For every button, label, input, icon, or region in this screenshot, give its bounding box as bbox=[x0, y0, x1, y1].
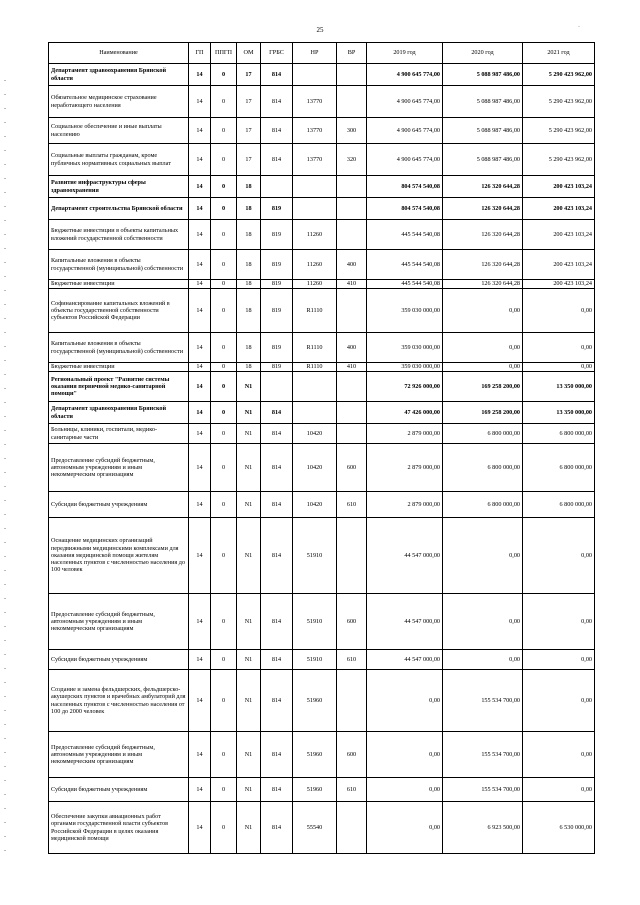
cell-2020: 6 800 000,00 bbox=[443, 424, 523, 444]
cell-grbs: 819 bbox=[261, 250, 293, 280]
cell-vr: 610 bbox=[337, 650, 367, 670]
table-row bbox=[49, 778, 595, 802]
table-row bbox=[49, 280, 595, 289]
cell-2019: 44 547 000,00 bbox=[367, 594, 443, 650]
cell-gp: 14 bbox=[189, 220, 211, 250]
cell-2021: 0,00 bbox=[523, 289, 595, 333]
cell-gp: 14 bbox=[189, 176, 211, 198]
cell-name: Социальные выплаты гражданам, кроме публичных нормативных социальных выплат bbox=[49, 144, 189, 176]
cell-om: N1 bbox=[237, 802, 261, 854]
cell-om: 18 bbox=[237, 280, 261, 289]
cell-2019: 2 879 000,00 bbox=[367, 492, 443, 518]
cell-name: Бюджетные инвестиции в объекты капитальных вложений государственной собственности bbox=[49, 220, 189, 250]
cell-gp: 14 bbox=[189, 118, 211, 144]
cell-om: 17 bbox=[237, 86, 261, 118]
cell-gp: 14 bbox=[189, 732, 211, 778]
cell-nr: 13770 bbox=[293, 86, 337, 118]
header-om: ОМ bbox=[237, 43, 261, 64]
header-2020: 2020 год bbox=[443, 43, 523, 64]
cell-ppgp: 0 bbox=[211, 424, 237, 444]
cell-nr bbox=[293, 64, 337, 86]
cell-2019: 0,00 bbox=[367, 778, 443, 802]
cell-name: Создание и замена фельдшерских, фельдшерско-акушерских пунктов и врачебных амбулаторий для населенных пунктов с численностью населения от 100 до 2000 человек bbox=[49, 670, 189, 732]
cell-2021: 200 423 103,24 bbox=[523, 198, 595, 220]
cell-name: Софинансирование капитальных вложений в объекты государственной собственности субъектов Российской Федерации bbox=[49, 289, 189, 333]
cell-2021: 0,00 bbox=[523, 778, 595, 802]
cell-nr: 51910 bbox=[293, 594, 337, 650]
cell-2019: 44 547 000,00 bbox=[367, 650, 443, 670]
cell-om: 18 bbox=[237, 220, 261, 250]
cell-nr bbox=[293, 176, 337, 198]
cell-2020: 0,00 bbox=[443, 363, 523, 372]
cell-om: 17 bbox=[237, 118, 261, 144]
cell-2020: 126 320 644,28 bbox=[443, 176, 523, 198]
header-gp: ГП bbox=[189, 43, 211, 64]
binding-edge-marks bbox=[4, 80, 6, 860]
header-name: Наименование bbox=[49, 43, 189, 64]
cell-name: Субсидии бюджетным учреждениям bbox=[49, 492, 189, 518]
cell-name: Департамент строительства Брянской области bbox=[49, 198, 189, 220]
cell-nr: R1110 bbox=[293, 333, 337, 363]
cell-2021: 0,00 bbox=[523, 732, 595, 778]
cell-gp: 14 bbox=[189, 280, 211, 289]
cell-vr: 400 bbox=[337, 333, 367, 363]
table-row bbox=[49, 86, 595, 118]
table-row bbox=[49, 198, 595, 220]
cell-grbs: 819 bbox=[261, 220, 293, 250]
cell-grbs: 819 bbox=[261, 289, 293, 333]
cell-vr bbox=[337, 372, 367, 402]
cell-ppgp: 0 bbox=[211, 670, 237, 732]
table-row bbox=[49, 518, 595, 594]
cell-2019: 4 900 645 774,00 bbox=[367, 118, 443, 144]
cell-2020: 126 320 644,28 bbox=[443, 198, 523, 220]
cell-grbs: 814 bbox=[261, 144, 293, 176]
cell-nr bbox=[293, 198, 337, 220]
cell-grbs: 814 bbox=[261, 402, 293, 424]
cell-nr: 11260 bbox=[293, 250, 337, 280]
cell-2020: 6 800 000,00 bbox=[443, 492, 523, 518]
cell-grbs: 814 bbox=[261, 778, 293, 802]
cell-2020: 126 320 644,28 bbox=[443, 280, 523, 289]
cell-2019: 445 544 540,08 bbox=[367, 250, 443, 280]
cell-nr bbox=[293, 402, 337, 424]
cell-name: Субсидии бюджетным учреждениям bbox=[49, 778, 189, 802]
cell-gp: 14 bbox=[189, 424, 211, 444]
cell-2020: 169 258 200,00 bbox=[443, 372, 523, 402]
cell-2021: 5 290 423 962,00 bbox=[523, 144, 595, 176]
cell-nr: 10420 bbox=[293, 492, 337, 518]
cell-om: 18 bbox=[237, 289, 261, 333]
corner-mark: - bbox=[578, 24, 580, 30]
cell-vr: 600 bbox=[337, 594, 367, 650]
table-row bbox=[49, 363, 595, 372]
cell-ppgp: 0 bbox=[211, 64, 237, 86]
cell-2019: 4 900 645 774,00 bbox=[367, 64, 443, 86]
cell-grbs: 819 bbox=[261, 280, 293, 289]
cell-om: N1 bbox=[237, 402, 261, 424]
cell-nr: 10420 bbox=[293, 424, 337, 444]
page-number: 25 bbox=[316, 26, 324, 34]
cell-2019: 44 547 000,00 bbox=[367, 518, 443, 594]
cell-name: Развитие инфраструктуры сферы здравоохранения bbox=[49, 176, 189, 198]
cell-ppgp: 0 bbox=[211, 802, 237, 854]
cell-name: Оснащение медицинских организаций передвижными медицинскими комплексами для оказания медицинской помощи жителям населенных пунктов с численностью населения до 100 человек bbox=[49, 518, 189, 594]
cell-2021: 13 350 000,00 bbox=[523, 402, 595, 424]
cell-gp: 14 bbox=[189, 333, 211, 363]
cell-om: N1 bbox=[237, 650, 261, 670]
cell-gp: 14 bbox=[189, 144, 211, 176]
cell-2021: 200 423 103,24 bbox=[523, 250, 595, 280]
table-row bbox=[49, 594, 595, 650]
cell-2021: 6 800 000,00 bbox=[523, 444, 595, 492]
cell-nr: 51960 bbox=[293, 670, 337, 732]
cell-name: Предоставление субсидий бюджетным, автономным учреждениям и иным некоммерческим организациям bbox=[49, 732, 189, 778]
cell-ppgp: 0 bbox=[211, 250, 237, 280]
cell-nr: 51910 bbox=[293, 518, 337, 594]
cell-2019: 359 030 000,00 bbox=[367, 289, 443, 333]
cell-nr: 10420 bbox=[293, 444, 337, 492]
cell-vr: 600 bbox=[337, 444, 367, 492]
cell-nr: 51960 bbox=[293, 778, 337, 802]
table-row bbox=[49, 118, 595, 144]
cell-om: N1 bbox=[237, 372, 261, 402]
cell-ppgp: 0 bbox=[211, 444, 237, 492]
cell-om: N1 bbox=[237, 778, 261, 802]
table-row bbox=[49, 802, 595, 854]
table-row bbox=[49, 220, 595, 250]
cell-2021: 0,00 bbox=[523, 594, 595, 650]
table-row bbox=[49, 670, 595, 732]
cell-ppgp: 0 bbox=[211, 333, 237, 363]
cell-vr: 400 bbox=[337, 250, 367, 280]
cell-ppgp: 0 bbox=[211, 402, 237, 424]
cell-2019: 445 544 540,08 bbox=[367, 220, 443, 250]
cell-vr bbox=[337, 670, 367, 732]
cell-ppgp: 0 bbox=[211, 492, 237, 518]
cell-name: Департамент здравоохранения Брянской области bbox=[49, 64, 189, 86]
cell-2020: 0,00 bbox=[443, 518, 523, 594]
cell-grbs: 819 bbox=[261, 363, 293, 372]
cell-2019: 359 030 000,00 bbox=[367, 333, 443, 363]
cell-2019: 2 879 000,00 bbox=[367, 444, 443, 492]
cell-2019: 2 879 000,00 bbox=[367, 424, 443, 444]
table-row bbox=[49, 64, 595, 86]
cell-vr bbox=[337, 424, 367, 444]
cell-nr: 55540 bbox=[293, 802, 337, 854]
cell-gp: 14 bbox=[189, 594, 211, 650]
cell-2020: 5 088 987 486,00 bbox=[443, 64, 523, 86]
cell-om: N1 bbox=[237, 424, 261, 444]
table-row bbox=[49, 289, 595, 333]
cell-vr bbox=[337, 220, 367, 250]
cell-vr bbox=[337, 289, 367, 333]
cell-gp: 14 bbox=[189, 670, 211, 732]
cell-ppgp: 0 bbox=[211, 280, 237, 289]
cell-gp: 14 bbox=[189, 64, 211, 86]
cell-2020: 155 534 700,00 bbox=[443, 670, 523, 732]
cell-2020: 0,00 bbox=[443, 289, 523, 333]
cell-vr: 410 bbox=[337, 280, 367, 289]
cell-grbs: 819 bbox=[261, 333, 293, 363]
cell-vr: 610 bbox=[337, 778, 367, 802]
cell-2020: 155 534 700,00 bbox=[443, 732, 523, 778]
cell-name: Обязательное медицинское страхование неработающего населения bbox=[49, 86, 189, 118]
cell-gp: 14 bbox=[189, 372, 211, 402]
table-row bbox=[49, 333, 595, 363]
table-row bbox=[49, 424, 595, 444]
header-grbs: ГРБС bbox=[261, 43, 293, 64]
cell-2020: 5 088 987 486,00 bbox=[443, 86, 523, 118]
cell-vr: 610 bbox=[337, 492, 367, 518]
table-row bbox=[49, 402, 595, 424]
cell-ppgp: 0 bbox=[211, 289, 237, 333]
cell-name: Бюджетные инвестиции bbox=[49, 280, 189, 289]
cell-2021: 200 423 103,24 bbox=[523, 220, 595, 250]
cell-gp: 14 bbox=[189, 650, 211, 670]
cell-2019: 359 030 000,00 bbox=[367, 363, 443, 372]
cell-name: Субсидии бюджетным учреждениям bbox=[49, 650, 189, 670]
cell-2020: 0,00 bbox=[443, 594, 523, 650]
cell-name: Капитальные вложения в объекты государственной (муниципальной) собственности bbox=[49, 333, 189, 363]
cell-2021: 5 290 423 962,00 bbox=[523, 86, 595, 118]
cell-om: N1 bbox=[237, 492, 261, 518]
cell-2019: 445 544 540,08 bbox=[367, 280, 443, 289]
cell-gp: 14 bbox=[189, 402, 211, 424]
cell-ppgp: 0 bbox=[211, 518, 237, 594]
cell-vr bbox=[337, 198, 367, 220]
cell-grbs: 814 bbox=[261, 64, 293, 86]
cell-gp: 14 bbox=[189, 198, 211, 220]
cell-om: 18 bbox=[237, 176, 261, 198]
cell-grbs: 814 bbox=[261, 518, 293, 594]
cell-nr: 51910 bbox=[293, 650, 337, 670]
cell-ppgp: 0 bbox=[211, 118, 237, 144]
cell-name: Бюджетные инвестиции bbox=[49, 363, 189, 372]
cell-2020: 0,00 bbox=[443, 333, 523, 363]
header-2019: 2019 год bbox=[367, 43, 443, 64]
cell-2020: 6 800 000,00 bbox=[443, 444, 523, 492]
cell-2021: 0,00 bbox=[523, 670, 595, 732]
cell-nr bbox=[293, 372, 337, 402]
cell-name: Капитальные вложения в объекты государственной (муниципальной) собственности bbox=[49, 250, 189, 280]
cell-nr: R1110 bbox=[293, 363, 337, 372]
cell-ppgp: 0 bbox=[211, 732, 237, 778]
cell-ppgp: 0 bbox=[211, 144, 237, 176]
cell-vr bbox=[337, 176, 367, 198]
cell-grbs bbox=[261, 372, 293, 402]
cell-om: 18 bbox=[237, 198, 261, 220]
cell-2020: 126 320 644,28 bbox=[443, 220, 523, 250]
cell-om: N1 bbox=[237, 518, 261, 594]
cell-vr: 410 bbox=[337, 363, 367, 372]
cell-grbs: 814 bbox=[261, 650, 293, 670]
table-body bbox=[49, 64, 595, 854]
cell-gp: 14 bbox=[189, 444, 211, 492]
cell-2019: 804 574 540,08 bbox=[367, 198, 443, 220]
cell-ppgp: 0 bbox=[211, 363, 237, 372]
cell-vr bbox=[337, 518, 367, 594]
cell-vr bbox=[337, 402, 367, 424]
cell-om: N1 bbox=[237, 670, 261, 732]
header-2021: 2021 год bbox=[523, 43, 595, 64]
cell-vr: 300 bbox=[337, 118, 367, 144]
cell-2019: 804 574 540,08 bbox=[367, 176, 443, 198]
table-row bbox=[49, 650, 595, 670]
cell-grbs: 814 bbox=[261, 670, 293, 732]
cell-gp: 14 bbox=[189, 289, 211, 333]
table-row bbox=[49, 732, 595, 778]
cell-nr: 11260 bbox=[293, 280, 337, 289]
header-nr: НР bbox=[293, 43, 337, 64]
cell-vr: 600 bbox=[337, 732, 367, 778]
cell-ppgp: 0 bbox=[211, 594, 237, 650]
cell-2020: 0,00 bbox=[443, 650, 523, 670]
cell-grbs: 819 bbox=[261, 198, 293, 220]
cell-om: N1 bbox=[237, 732, 261, 778]
cell-2019: 47 426 000,00 bbox=[367, 402, 443, 424]
cell-gp: 14 bbox=[189, 250, 211, 280]
cell-2020: 5 088 987 486,00 bbox=[443, 144, 523, 176]
header-ppgp: ППГП bbox=[211, 43, 237, 64]
cell-om: 17 bbox=[237, 64, 261, 86]
cell-2020: 126 320 644,28 bbox=[443, 250, 523, 280]
cell-2021: 0,00 bbox=[523, 518, 595, 594]
cell-gp: 14 bbox=[189, 802, 211, 854]
table-row bbox=[49, 144, 595, 176]
cell-name: Департамент здравоохранения Брянской области bbox=[49, 402, 189, 424]
cell-2020: 6 923 500,00 bbox=[443, 802, 523, 854]
cell-2021: 13 350 000,00 bbox=[523, 372, 595, 402]
table-row bbox=[49, 250, 595, 280]
cell-2021: 6 800 000,00 bbox=[523, 424, 595, 444]
table-row bbox=[49, 492, 595, 518]
cell-grbs: 814 bbox=[261, 424, 293, 444]
budget-table bbox=[48, 42, 595, 854]
cell-2019: 4 900 645 774,00 bbox=[367, 144, 443, 176]
cell-2021: 6 800 000,00 bbox=[523, 492, 595, 518]
cell-name: Социальное обеспечение и иные выплаты населению bbox=[49, 118, 189, 144]
cell-om: 18 bbox=[237, 250, 261, 280]
cell-2021: 200 423 103,24 bbox=[523, 176, 595, 198]
cell-ppgp: 0 bbox=[211, 778, 237, 802]
cell-nr: 11260 bbox=[293, 220, 337, 250]
cell-nr: 13770 bbox=[293, 118, 337, 144]
cell-2019: 0,00 bbox=[367, 732, 443, 778]
table-row bbox=[49, 444, 595, 492]
cell-vr bbox=[337, 86, 367, 118]
cell-grbs: 814 bbox=[261, 802, 293, 854]
cell-vr: 320 bbox=[337, 144, 367, 176]
cell-nr: R1110 bbox=[293, 289, 337, 333]
cell-name: Предоставление субсидий бюджетным, автономным учреждениям и иным некоммерческим организациям bbox=[49, 594, 189, 650]
cell-nr: 13770 bbox=[293, 144, 337, 176]
cell-gp: 14 bbox=[189, 492, 211, 518]
cell-vr bbox=[337, 802, 367, 854]
cell-om: N1 bbox=[237, 594, 261, 650]
cell-name: Региональный проект "Развитие системы оказания первичной медико-санитарной помощи" bbox=[49, 372, 189, 402]
cell-name: Предоставление субсидий бюджетным, автономным учреждениям и иным некоммерческим организациям bbox=[49, 444, 189, 492]
cell-grbs: 814 bbox=[261, 118, 293, 144]
table-header-row bbox=[49, 43, 595, 64]
cell-2019: 0,00 bbox=[367, 802, 443, 854]
cell-grbs: 814 bbox=[261, 444, 293, 492]
cell-2020: 5 088 987 486,00 bbox=[443, 118, 523, 144]
cell-grbs bbox=[261, 176, 293, 198]
cell-ppgp: 0 bbox=[211, 176, 237, 198]
cell-grbs: 814 bbox=[261, 86, 293, 118]
cell-name: Обеспечение закупки авиационных работ органами государственной власти субъектов Российской Федерации в целях оказания медицинской помощи bbox=[49, 802, 189, 854]
cell-om: 17 bbox=[237, 144, 261, 176]
cell-2019: 0,00 bbox=[367, 670, 443, 732]
table-row bbox=[49, 176, 595, 198]
cell-2021: 5 290 423 962,00 bbox=[523, 118, 595, 144]
cell-2021: 200 423 103,24 bbox=[523, 280, 595, 289]
cell-2019: 72 926 000,00 bbox=[367, 372, 443, 402]
cell-grbs: 814 bbox=[261, 594, 293, 650]
cell-2021: 6 530 000,00 bbox=[523, 802, 595, 854]
cell-ppgp: 0 bbox=[211, 198, 237, 220]
cell-name: Больницы, клиники, госпитали, медико-санитарные части bbox=[49, 424, 189, 444]
cell-om: 18 bbox=[237, 363, 261, 372]
cell-gp: 14 bbox=[189, 86, 211, 118]
cell-ppgp: 0 bbox=[211, 220, 237, 250]
cell-grbs: 814 bbox=[261, 732, 293, 778]
cell-om: 18 bbox=[237, 333, 261, 363]
cell-ppgp: 0 bbox=[211, 372, 237, 402]
cell-2020: 155 534 700,00 bbox=[443, 778, 523, 802]
cell-ppgp: 0 bbox=[211, 650, 237, 670]
cell-2020: 169 258 200,00 bbox=[443, 402, 523, 424]
cell-vr bbox=[337, 64, 367, 86]
cell-om: N1 bbox=[237, 444, 261, 492]
cell-2019: 4 900 645 774,00 bbox=[367, 86, 443, 118]
cell-gp: 14 bbox=[189, 518, 211, 594]
cell-ppgp: 0 bbox=[211, 86, 237, 118]
cell-nr: 51960 bbox=[293, 732, 337, 778]
cell-2021: 0,00 bbox=[523, 650, 595, 670]
cell-grbs: 814 bbox=[261, 492, 293, 518]
cell-gp: 14 bbox=[189, 778, 211, 802]
cell-2021: 0,00 bbox=[523, 333, 595, 363]
cell-2021: 5 290 423 962,00 bbox=[523, 64, 595, 86]
cell-2021: 0,00 bbox=[523, 363, 595, 372]
table-row bbox=[49, 372, 595, 402]
header-vr: ВР bbox=[337, 43, 367, 64]
cell-gp: 14 bbox=[189, 363, 211, 372]
